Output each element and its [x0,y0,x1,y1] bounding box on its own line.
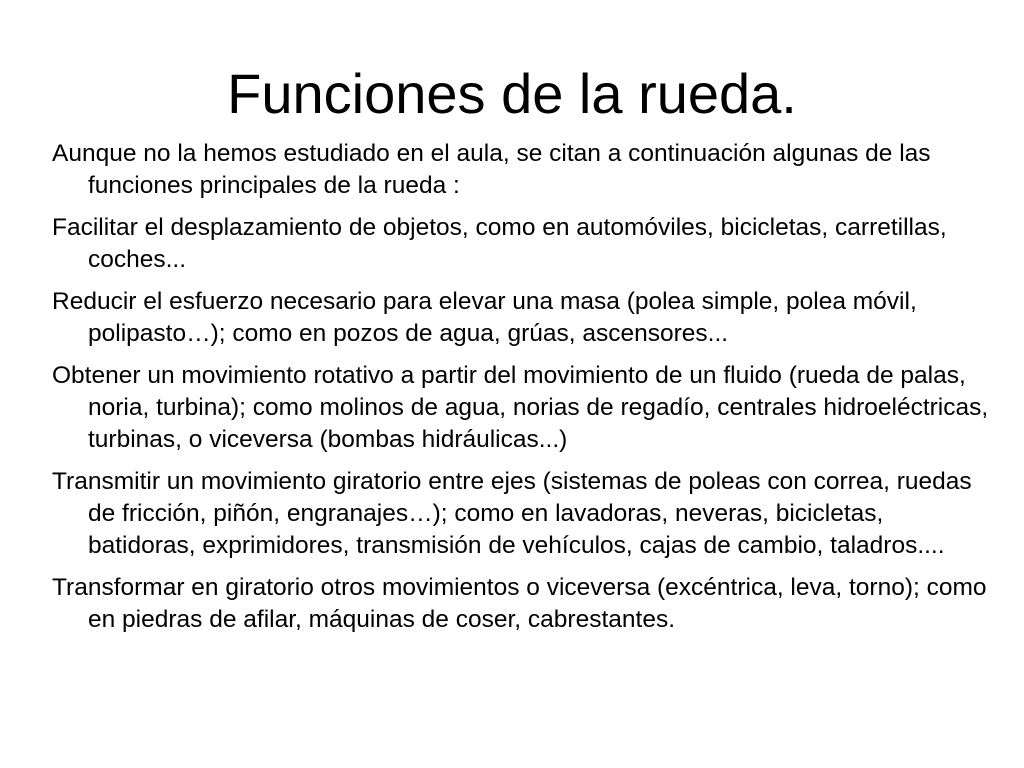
paragraph-obtener: Obtener un movimiento rotativo a partir del movimiento de un fluido (rueda de palas, noria, turbina); como molinos de agua, norias de regadío, centrales hidroeléctricas, turbinas, o viceversa (bombas hidráulicas...) [52,362,989,453]
slide-title: Funciones de la rueda. [227,62,797,125]
paragraph-transformar: Transformar en giratorio otros movimientos o viceversa (excéntrica, leva, torno); como en piedras de afilar, máquinas de coser, cabrestantes. [52,574,987,633]
paragraph-facilitar: Facilitar el desplazamiento de objetos, como en automóviles, bicicletas, carretillas, coches... [52,214,947,273]
paragraph-intro: Aunque no la hemos estudiado en el aula, se citan a continuación algunas de las funciones principales de la rueda : [52,140,931,199]
slide-body [52,138,992,646]
paragraph-reducir: Reducir el esfuerzo necesario para elevar una masa (polea simple, polea móvil, polipasto…); como en pozos de agua, grúas, ascensores... [52,288,917,347]
paragraph-transmitir: Transmitir un movimiento giratorio entre ejes (sistemas de poleas con correa, ruedas de fricción, piñón, engranajes…); como en lavadoras, neveras, bicicletas, batidoras, exprimidores, transmisión de vehículos, cajas de cambio, taladros.... [52,468,972,559]
